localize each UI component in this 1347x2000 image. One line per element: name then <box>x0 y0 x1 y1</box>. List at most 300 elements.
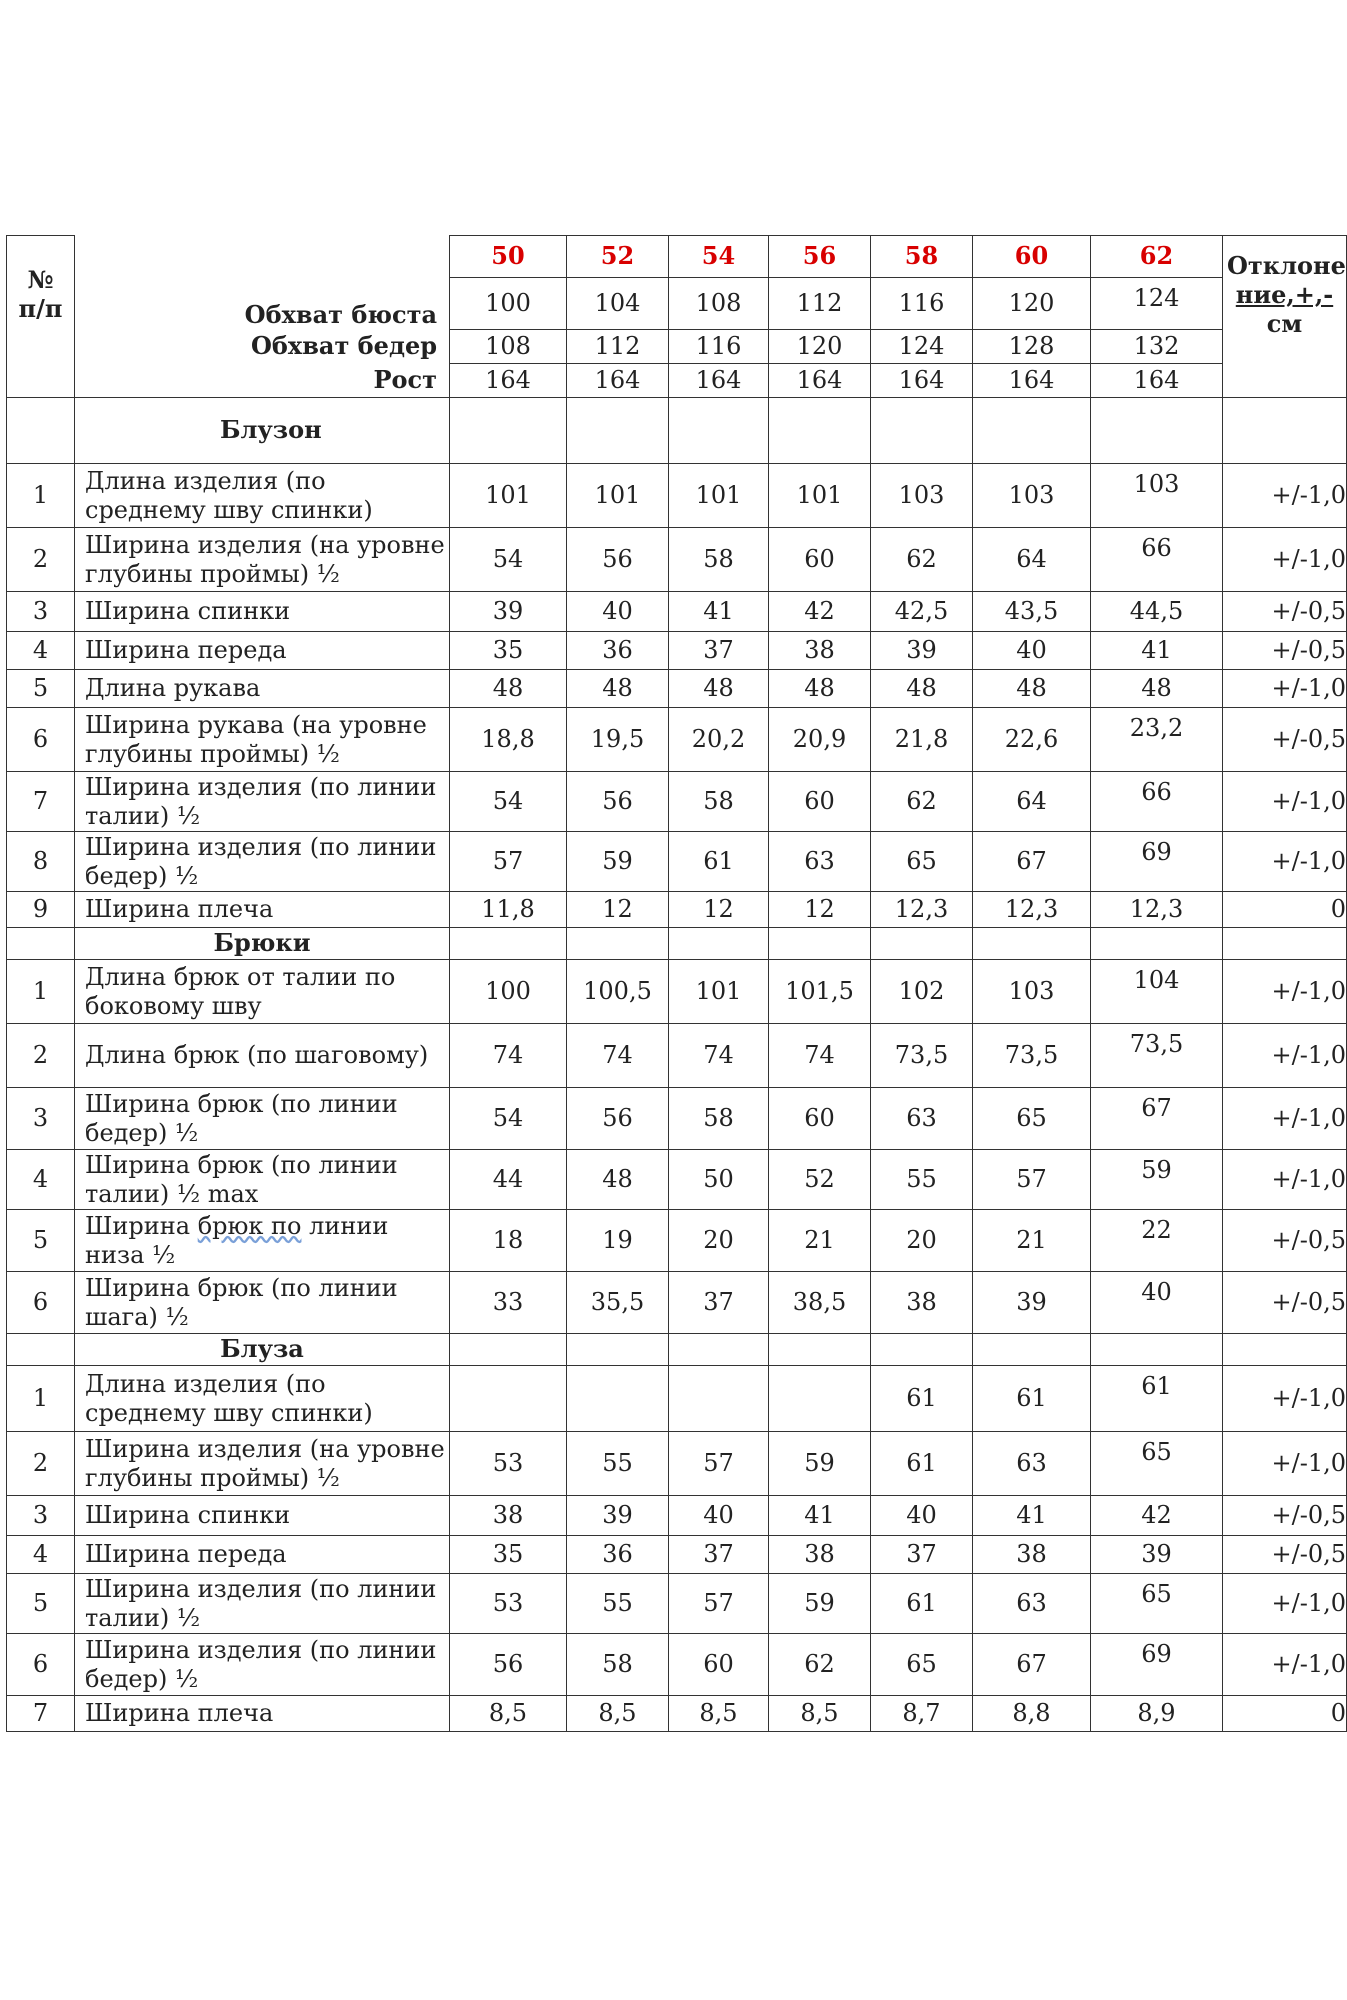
size-value: 57 <box>973 1150 1091 1210</box>
header-value: 164 <box>669 364 769 398</box>
size-value: 101,5 <box>769 960 871 1024</box>
section-empty-cell <box>769 398 871 464</box>
row-name: Ширина изделия (по линии талии) ½ <box>75 772 450 832</box>
deviation-value: +/-1,0 <box>1223 832 1347 892</box>
table-row <box>7 960 1347 1024</box>
size-value: 61 <box>973 1366 1091 1432</box>
section-empty-cell <box>1091 928 1223 960</box>
section-num-empty <box>7 1334 75 1366</box>
size-value: 53 <box>450 1574 567 1634</box>
size-value: 104 <box>1091 960 1223 1024</box>
section-empty-cell <box>871 398 973 464</box>
row-name: Ширина рукава (на уровне глубины проймы) ½ <box>75 708 450 772</box>
size-value: 42,5 <box>871 592 973 632</box>
table-row <box>7 528 1347 592</box>
section-empty-cell <box>1091 1334 1223 1366</box>
size-value: 18 <box>450 1210 567 1272</box>
size-value: 66 <box>1091 772 1223 832</box>
section-title: Блуза <box>75 1334 450 1366</box>
row-number: 7 <box>7 772 75 832</box>
header-value: 124 <box>1091 278 1223 330</box>
size-chart <box>6 235 1346 1760</box>
size-value: 36 <box>567 1536 669 1574</box>
size-value: 37 <box>669 1272 769 1334</box>
table-row <box>7 464 1347 528</box>
size-value: 64 <box>973 528 1091 592</box>
size-value: 103 <box>871 464 973 528</box>
row-name: Ширина брюк (по линии бедер) ½ <box>75 1088 450 1150</box>
size-value: 65 <box>1091 1574 1223 1634</box>
section-header-row <box>7 928 1347 960</box>
size-value: 59 <box>769 1432 871 1496</box>
section-num-empty <box>7 928 75 960</box>
size-value: 103 <box>973 960 1091 1024</box>
size-value: 48 <box>450 670 567 708</box>
size-value: 37 <box>669 1536 769 1574</box>
size-value: 41 <box>669 592 769 632</box>
size-value: 12,3 <box>1091 892 1223 928</box>
table-row <box>7 1536 1347 1574</box>
deviation-value: +/-0,5 <box>1223 1536 1347 1574</box>
size-value: 40 <box>973 632 1091 670</box>
size-value: 20 <box>871 1210 973 1272</box>
size-value: 73,5 <box>1091 1024 1223 1088</box>
row-name: Ширина изделия (на уровне глубины проймы) ½ <box>75 528 450 592</box>
size-value: 65 <box>1091 1432 1223 1496</box>
size-value: 62 <box>871 772 973 832</box>
row-name: Ширина плеча <box>75 1696 450 1732</box>
size-value: 48 <box>871 670 973 708</box>
size-value: 65 <box>973 1088 1091 1150</box>
size-value: 21 <box>769 1210 871 1272</box>
row-number: 3 <box>7 592 75 632</box>
size-header-58: 58 <box>871 236 973 278</box>
row-name: Ширина переда <box>75 1536 450 1574</box>
deviation-value: 0 <box>1223 892 1347 928</box>
section-empty-cell <box>450 398 567 464</box>
row-number: 5 <box>7 1210 75 1272</box>
size-value: 12,3 <box>973 892 1091 928</box>
row-number: 7 <box>7 1696 75 1732</box>
header-value: 116 <box>669 330 769 364</box>
row-name: Длина брюк от талии по боковому шву <box>75 960 450 1024</box>
size-value: 69 <box>1091 832 1223 892</box>
size-value: 56 <box>567 528 669 592</box>
header-row <box>7 364 1347 398</box>
size-value: 60 <box>669 1634 769 1696</box>
deviation-value: +/-0,5 <box>1223 632 1347 670</box>
row-name: Ширина переда <box>75 632 450 670</box>
row-name: Ширина спинки <box>75 1496 450 1536</box>
size-value: 18,8 <box>450 708 567 772</box>
size-value <box>450 1366 567 1432</box>
size-value: 44 <box>450 1150 567 1210</box>
row-name: Ширина брюк по линии низа ½ <box>75 1210 450 1272</box>
size-value: 19 <box>567 1210 669 1272</box>
num-header: № п/п <box>7 236 75 398</box>
deviation-value: +/-0,5 <box>1223 708 1347 772</box>
deviation-value: +/-1,0 <box>1223 464 1347 528</box>
size-value: 54 <box>450 1088 567 1150</box>
size-value: 103 <box>973 464 1091 528</box>
header-value: 108 <box>450 330 567 364</box>
size-value: 57 <box>669 1574 769 1634</box>
size-value: 39 <box>973 1272 1091 1334</box>
header-value: 108 <box>669 278 769 330</box>
deviation-value: +/-0,5 <box>1223 1496 1347 1536</box>
header-measure-label: Обхват бюста <box>75 278 450 330</box>
row-number: 6 <box>7 1272 75 1334</box>
row-name: Ширина изделия (по линии бедер) ½ <box>75 1634 450 1696</box>
size-value: 41 <box>769 1496 871 1536</box>
size-value: 12 <box>567 892 669 928</box>
size-value: 48 <box>567 1150 669 1210</box>
size-value: 58 <box>567 1634 669 1696</box>
header-value: 120 <box>973 278 1091 330</box>
size-value: 61 <box>871 1366 973 1432</box>
size-value: 61 <box>669 832 769 892</box>
size-value: 59 <box>769 1574 871 1634</box>
size-value: 38 <box>769 632 871 670</box>
size-value: 52 <box>769 1150 871 1210</box>
size-value: 48 <box>1091 670 1223 708</box>
size-value: 42 <box>1091 1496 1223 1536</box>
row-name: Длина брюк (по шаговому) <box>75 1024 450 1088</box>
size-value: 103 <box>1091 464 1223 528</box>
size-value: 56 <box>567 1088 669 1150</box>
size-value: 67 <box>973 832 1091 892</box>
section-header-row <box>7 398 1347 464</box>
size-value: 101 <box>769 464 871 528</box>
size-value: 61 <box>871 1574 973 1634</box>
size-value: 39 <box>450 592 567 632</box>
size-value: 57 <box>669 1432 769 1496</box>
deviation-header-line: см <box>1266 308 1303 338</box>
section-empty-cell <box>769 928 871 960</box>
size-value: 41 <box>973 1496 1091 1536</box>
section-title: Брюки <box>75 928 450 960</box>
size-value: 39 <box>567 1496 669 1536</box>
header-value: 128 <box>973 330 1091 364</box>
row-name: Ширина изделия (по линии бедер) ½ <box>75 832 450 892</box>
row-name: Длина рукава <box>75 670 450 708</box>
row-number: 1 <box>7 464 75 528</box>
section-empty-cell <box>1091 398 1223 464</box>
size-value: 62 <box>769 1634 871 1696</box>
size-value: 8,5 <box>450 1696 567 1732</box>
size-value: 100 <box>450 960 567 1024</box>
section-empty-cell <box>669 1334 769 1366</box>
header-value: 132 <box>1091 330 1223 364</box>
row-number: 3 <box>7 1496 75 1536</box>
section-empty-cell <box>669 398 769 464</box>
header-value: 164 <box>450 364 567 398</box>
size-value: 73,5 <box>973 1024 1091 1088</box>
row-name: Ширина изделия (по линии талии) ½ <box>75 1574 450 1634</box>
size-value: 38,5 <box>769 1272 871 1334</box>
table-row <box>7 1210 1347 1272</box>
size-value: 63 <box>871 1088 973 1150</box>
size-value: 55 <box>567 1432 669 1496</box>
size-value: 38 <box>973 1536 1091 1574</box>
row-number: 2 <box>7 528 75 592</box>
size-value: 55 <box>871 1150 973 1210</box>
size-value: 38 <box>871 1272 973 1334</box>
size-value: 48 <box>973 670 1091 708</box>
size-value: 48 <box>669 670 769 708</box>
table-row <box>7 1696 1347 1732</box>
section-empty-cell <box>1223 928 1347 960</box>
table-row <box>7 832 1347 892</box>
header-value: 112 <box>567 330 669 364</box>
deviation-value: +/-0,5 <box>1223 592 1347 632</box>
size-value: 8,5 <box>567 1696 669 1732</box>
deviation-header-line: Отклоне <box>1227 251 1346 280</box>
size-value: 40 <box>669 1496 769 1536</box>
section-empty-cell <box>871 1334 973 1366</box>
header-value: 120 <box>769 330 871 364</box>
section-empty-cell <box>973 1334 1091 1366</box>
row-number: 5 <box>7 1574 75 1634</box>
table-row <box>7 1634 1347 1696</box>
size-value: 39 <box>871 632 973 670</box>
size-table <box>6 235 1347 1732</box>
size-value: 73,5 <box>871 1024 973 1088</box>
row-name: Длина изделия (по среднему шву спинки) <box>75 464 450 528</box>
table-row <box>7 892 1347 928</box>
size-value: 58 <box>669 1088 769 1150</box>
size-value: 12 <box>769 892 871 928</box>
row-number: 8 <box>7 832 75 892</box>
deviation-value: +/-1,0 <box>1223 960 1347 1024</box>
size-value: 21 <box>973 1210 1091 1272</box>
size-value: 35,5 <box>567 1272 669 1334</box>
size-value: 20,9 <box>769 708 871 772</box>
size-value: 12,3 <box>871 892 973 928</box>
size-value: 54 <box>450 772 567 832</box>
row-number: 1 <box>7 960 75 1024</box>
size-value: 58 <box>669 772 769 832</box>
header-value: 124 <box>871 330 973 364</box>
size-value: 64 <box>973 772 1091 832</box>
size-value: 65 <box>871 832 973 892</box>
header-value: 112 <box>769 278 871 330</box>
row-number: 4 <box>7 1150 75 1210</box>
header-value: 104 <box>567 278 669 330</box>
table-row <box>7 632 1347 670</box>
deviation-value: +/-1,0 <box>1223 1366 1347 1432</box>
size-value: 60 <box>769 772 871 832</box>
size-header-52: 52 <box>567 236 669 278</box>
size-value: 59 <box>1091 1150 1223 1210</box>
size-value: 54 <box>450 528 567 592</box>
size-value: 36 <box>567 632 669 670</box>
size-value: 8,7 <box>871 1696 973 1732</box>
table-row <box>7 1432 1347 1496</box>
table-row <box>7 1574 1347 1634</box>
size-value: 53 <box>450 1432 567 1496</box>
size-value: 44,5 <box>1091 592 1223 632</box>
size-value: 8,8 <box>973 1696 1091 1732</box>
header-value: 164 <box>871 364 973 398</box>
header-row <box>7 278 1347 330</box>
row-number: 1 <box>7 1366 75 1432</box>
table-row <box>7 772 1347 832</box>
size-value: 43,5 <box>973 592 1091 632</box>
table-row <box>7 1496 1347 1536</box>
header-value: 116 <box>871 278 973 330</box>
row-number: 9 <box>7 892 75 928</box>
size-value <box>567 1366 669 1432</box>
size-value: 60 <box>769 1088 871 1150</box>
size-value: 22 <box>1091 1210 1223 1272</box>
section-empty-cell <box>1223 398 1347 464</box>
size-value <box>769 1366 871 1432</box>
size-value: 101 <box>669 960 769 1024</box>
table-row <box>7 1272 1347 1334</box>
row-name: Ширина брюк (по линии талии) ½ max <box>75 1150 450 1210</box>
header-label-empty <box>75 236 450 278</box>
row-number: 5 <box>7 670 75 708</box>
size-value: 65 <box>871 1634 973 1696</box>
size-value: 8,9 <box>1091 1696 1223 1732</box>
size-value: 20 <box>669 1210 769 1272</box>
size-value: 39 <box>1091 1536 1223 1574</box>
section-empty-cell <box>871 928 973 960</box>
deviation-header-line: ние,+,- <box>1235 279 1334 309</box>
table-row <box>7 1150 1347 1210</box>
size-value: 56 <box>450 1634 567 1696</box>
deviation-value: +/-1,0 <box>1223 772 1347 832</box>
section-empty-cell <box>769 1334 871 1366</box>
size-value: 61 <box>871 1432 973 1496</box>
header-value: 164 <box>973 364 1091 398</box>
deviation-value: 0 <box>1223 1696 1347 1732</box>
size-value: 12 <box>669 892 769 928</box>
header-value: 164 <box>1091 364 1223 398</box>
section-empty-cell <box>567 1334 669 1366</box>
size-value: 37 <box>669 632 769 670</box>
size-value: 63 <box>769 832 871 892</box>
size-value: 102 <box>871 960 973 1024</box>
row-name: Ширина плеча <box>75 892 450 928</box>
size-value: 21,8 <box>871 708 973 772</box>
size-value: 100,5 <box>567 960 669 1024</box>
section-empty-cell <box>450 1334 567 1366</box>
size-value: 69 <box>1091 1634 1223 1696</box>
size-header-50: 50 <box>450 236 567 278</box>
size-value: 8,5 <box>769 1696 871 1732</box>
row-number: 3 <box>7 1088 75 1150</box>
table-row <box>7 1366 1347 1432</box>
table-row <box>7 1088 1347 1150</box>
size-value: 40 <box>1091 1272 1223 1334</box>
section-title: Блузон <box>75 398 450 464</box>
row-name: Ширина изделия (на уровне глубины проймы) ½ <box>75 1432 450 1496</box>
size-value: 35 <box>450 632 567 670</box>
row-number: 4 <box>7 1536 75 1574</box>
size-value: 61 <box>1091 1366 1223 1432</box>
section-num-empty <box>7 398 75 464</box>
header-measure-label: Обхват бедер <box>75 330 450 364</box>
section-empty-cell <box>567 398 669 464</box>
deviation-value: +/-0,5 <box>1223 1210 1347 1272</box>
size-value: 42 <box>769 592 871 632</box>
size-value: 33 <box>450 1272 567 1334</box>
size-value: 37 <box>871 1536 973 1574</box>
size-value: 101 <box>567 464 669 528</box>
section-header-row <box>7 1334 1347 1366</box>
size-header-54: 54 <box>669 236 769 278</box>
size-value: 23,2 <box>1091 708 1223 772</box>
size-value: 48 <box>567 670 669 708</box>
size-header-62: 62 <box>1091 236 1223 278</box>
size-header-56: 56 <box>769 236 871 278</box>
header-value: 100 <box>450 278 567 330</box>
size-value: 57 <box>450 832 567 892</box>
section-empty-cell <box>1223 1334 1347 1366</box>
row-number: 2 <box>7 1024 75 1088</box>
size-value: 19,5 <box>567 708 669 772</box>
deviation-value: +/-1,0 <box>1223 1024 1347 1088</box>
size-value: 63 <box>973 1432 1091 1496</box>
header-row <box>7 330 1347 364</box>
size-value: 40 <box>567 592 669 632</box>
header-value: 164 <box>769 364 871 398</box>
size-value: 101 <box>450 464 567 528</box>
size-value: 20,2 <box>669 708 769 772</box>
section-empty-cell <box>450 928 567 960</box>
row-number: 4 <box>7 632 75 670</box>
row-name: Ширина брюк (по линии шага) ½ <box>75 1272 450 1334</box>
size-value: 66 <box>1091 528 1223 592</box>
spellcheck-underline: брюк по <box>197 1211 302 1240</box>
table-row <box>7 592 1347 632</box>
table-row <box>7 708 1347 772</box>
row-number: 6 <box>7 1634 75 1696</box>
section-empty-cell <box>973 398 1091 464</box>
deviation-header <box>1223 236 1347 398</box>
size-value: 60 <box>769 528 871 592</box>
size-value: 55 <box>567 1574 669 1634</box>
section-empty-cell <box>669 928 769 960</box>
size-value: 41 <box>1091 632 1223 670</box>
size-value: 48 <box>769 670 871 708</box>
deviation-value: +/-1,0 <box>1223 1574 1347 1634</box>
size-value: 62 <box>871 528 973 592</box>
row-name: Длина изделия (по среднему шву спинки) <box>75 1366 450 1432</box>
row-number: 2 <box>7 1432 75 1496</box>
deviation-value: +/-1,0 <box>1223 1634 1347 1696</box>
deviation-value: +/-1,0 <box>1223 1088 1347 1150</box>
row-number: 6 <box>7 708 75 772</box>
size-value: 59 <box>567 832 669 892</box>
deviation-value: +/-1,0 <box>1223 670 1347 708</box>
size-value: 56 <box>567 772 669 832</box>
size-value: 67 <box>1091 1088 1223 1150</box>
row-name: Ширина спинки <box>75 592 450 632</box>
size-value: 101 <box>669 464 769 528</box>
size-value: 74 <box>669 1024 769 1088</box>
table-row <box>7 1024 1347 1088</box>
table-row <box>7 670 1347 708</box>
header-value: 164 <box>567 364 669 398</box>
size-value: 35 <box>450 1536 567 1574</box>
size-value: 74 <box>567 1024 669 1088</box>
size-value: 22,6 <box>973 708 1091 772</box>
section-empty-cell <box>567 928 669 960</box>
section-empty-cell <box>973 928 1091 960</box>
